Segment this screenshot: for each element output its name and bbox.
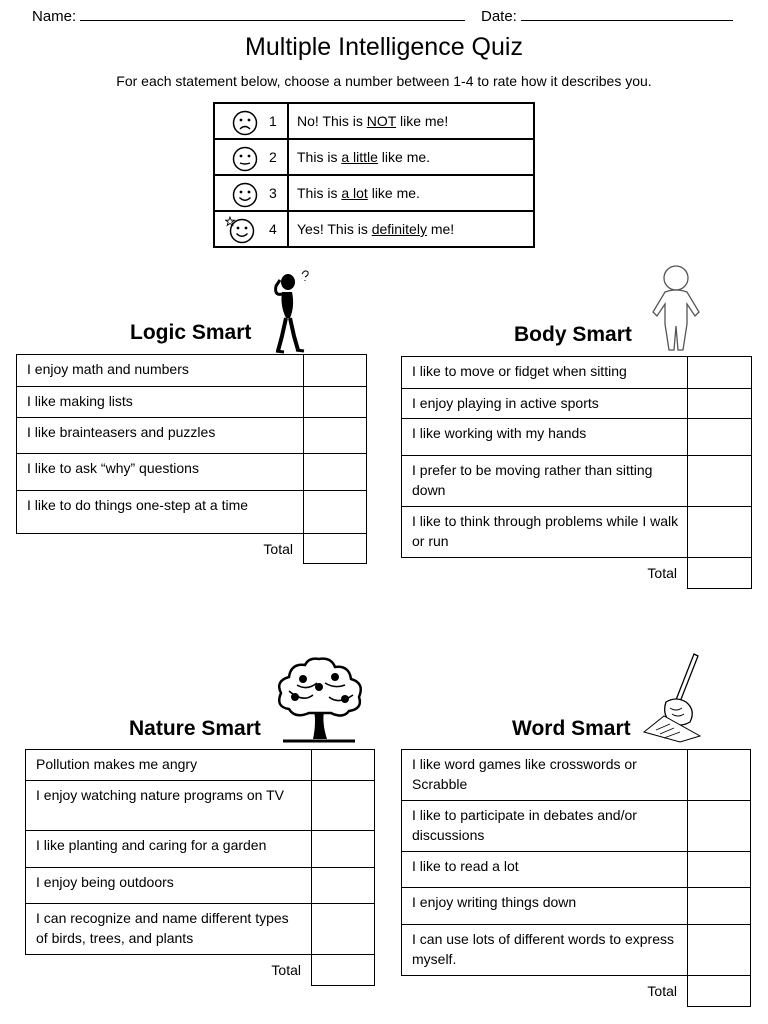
body-smart-table <box>401 356 752 589</box>
rating-box[interactable] <box>304 454 367 491</box>
total-box[interactable] <box>312 955 375 986</box>
rating-number: 2 <box>269 149 277 165</box>
total-row <box>402 976 751 1007</box>
name-label: Name: <box>32 8 77 25</box>
statement: I like to move or fidget when sitting <box>402 357 688 389</box>
table-row <box>402 925 751 976</box>
statement: I like making lists <box>17 387 304 418</box>
rating-box[interactable] <box>312 750 375 781</box>
legend-emphasis: a little <box>341 149 378 165</box>
page-title: Multiple Intelligence Quiz <box>245 33 523 61</box>
rating-box[interactable] <box>688 801 751 852</box>
legend-row <box>214 211 534 247</box>
total-row <box>17 534 367 564</box>
logic-smart-table <box>16 354 367 564</box>
statement: I like working with my hands <box>402 419 688 456</box>
legend-text: This is <box>297 149 342 165</box>
legend-row <box>214 175 534 211</box>
legend-text: No! This is <box>297 113 367 129</box>
total-row <box>26 955 375 986</box>
rating-box[interactable] <box>688 456 752 507</box>
statement: I like brainteasers and puzzles <box>17 418 304 454</box>
table-row <box>17 418 367 454</box>
rating-box[interactable] <box>312 904 375 955</box>
statement: I like to do things one-step at a time <box>17 491 304 534</box>
rating-box[interactable] <box>688 888 751 925</box>
rating-box[interactable] <box>312 781 375 831</box>
table-row <box>402 750 751 801</box>
rating-box[interactable] <box>688 389 752 419</box>
legend-text: Yes! This is <box>297 221 372 237</box>
rating-box[interactable] <box>312 831 375 868</box>
thinking-person-icon <box>268 266 314 354</box>
word-smart-title: Word Smart <box>512 717 631 740</box>
statement: I like planting and caring for a garden <box>26 831 312 868</box>
legend-emphasis: a lot <box>341 185 368 201</box>
instructions: For each statement below, choose a number between 1-4 to rate how it describes you. <box>116 73 652 89</box>
rating-legend <box>213 102 535 248</box>
legend-text: like me! <box>396 113 449 129</box>
legend-text: This is <box>297 185 342 201</box>
statement: I can recognize and name different types of birds, trees, and plants <box>26 904 312 955</box>
word-smart-table <box>401 749 751 1007</box>
statement: I like to read a lot <box>402 852 688 888</box>
table-row <box>402 801 751 852</box>
tree-icon <box>273 655 369 745</box>
statement: I like word games like crosswords or Scrabble <box>402 750 688 801</box>
smile-face-icon <box>232 182 258 208</box>
statement: Pollution makes me angry <box>26 750 312 781</box>
statement: I enjoy math and numbers <box>17 355 304 387</box>
rating-box[interactable] <box>312 868 375 904</box>
table-row <box>17 355 367 387</box>
table-row <box>402 507 752 558</box>
star-smile-face-icon <box>225 216 255 244</box>
rating-box[interactable] <box>304 387 367 418</box>
total-box[interactable] <box>688 976 751 1007</box>
date-line[interactable] <box>521 6 733 21</box>
total-label: Total <box>647 983 677 1000</box>
table-row <box>402 419 752 456</box>
person-outline-icon <box>643 264 709 352</box>
table-row <box>402 389 752 419</box>
total-box[interactable] <box>688 558 752 589</box>
neutral-face-icon <box>232 146 258 172</box>
rating-box[interactable] <box>688 357 752 389</box>
name-field[interactable] <box>32 6 465 25</box>
table-row <box>26 904 375 955</box>
legend-row <box>214 103 534 139</box>
table-row <box>402 852 751 888</box>
rating-number: 4 <box>269 221 277 237</box>
date-field[interactable] <box>481 6 733 25</box>
table-row <box>402 888 751 925</box>
legend-text: like me. <box>377 149 431 165</box>
rating-box[interactable] <box>688 419 752 456</box>
total-label: Total <box>647 565 677 582</box>
statement: I prefer to be moving rather than sitting down <box>402 456 688 507</box>
table-row <box>17 387 367 418</box>
name-line[interactable] <box>80 6 465 21</box>
table-row <box>26 831 375 868</box>
legend-text: like me. <box>367 185 420 201</box>
table-row <box>26 781 375 831</box>
statement: I enjoy watching nature programs on TV <box>26 781 312 831</box>
table-row <box>26 868 375 904</box>
rating-box[interactable] <box>304 418 367 454</box>
legend-row <box>214 139 534 175</box>
body-smart-title: Body Smart <box>514 323 632 346</box>
legend-emphasis: NOT <box>366 113 397 129</box>
legend-emphasis: definitely <box>371 221 427 237</box>
statement: I like to think through problems while I walk or run <box>402 507 688 558</box>
statement: I enjoy being outdoors <box>26 868 312 904</box>
statement: I like to ask “why” questions <box>17 454 304 491</box>
rating-box[interactable] <box>304 491 367 534</box>
total-label: Total <box>263 540 293 557</box>
rating-box[interactable] <box>688 852 751 888</box>
rating-number: 3 <box>269 185 277 201</box>
total-label: Total <box>271 962 301 979</box>
table-row <box>402 357 752 389</box>
legend-text: me! <box>426 221 455 237</box>
total-box[interactable] <box>304 534 367 564</box>
logic-smart-title: Logic Smart <box>130 321 252 344</box>
table-row <box>402 456 752 507</box>
statement: I like to participate in debates and/or discussions <box>402 801 688 852</box>
table-row <box>17 491 367 534</box>
pencil-writing-icon <box>640 652 702 744</box>
rating-box[interactable] <box>304 355 367 387</box>
statement: I enjoy playing in active sports <box>402 389 688 419</box>
statement: I can use lots of different words to express myself. <box>402 925 688 976</box>
table-row <box>26 750 375 781</box>
rating-box[interactable] <box>688 925 751 976</box>
table-row <box>17 454 367 491</box>
rating-box[interactable] <box>688 750 751 801</box>
total-row <box>402 558 752 589</box>
statement: I enjoy writing things down <box>402 888 688 925</box>
rating-number: 1 <box>269 113 277 129</box>
nature-smart-title: Nature Smart <box>129 717 261 740</box>
date-label: Date: <box>481 8 517 25</box>
rating-box[interactable] <box>688 507 752 558</box>
nature-smart-table <box>25 749 375 986</box>
sad-face-icon <box>232 110 258 136</box>
